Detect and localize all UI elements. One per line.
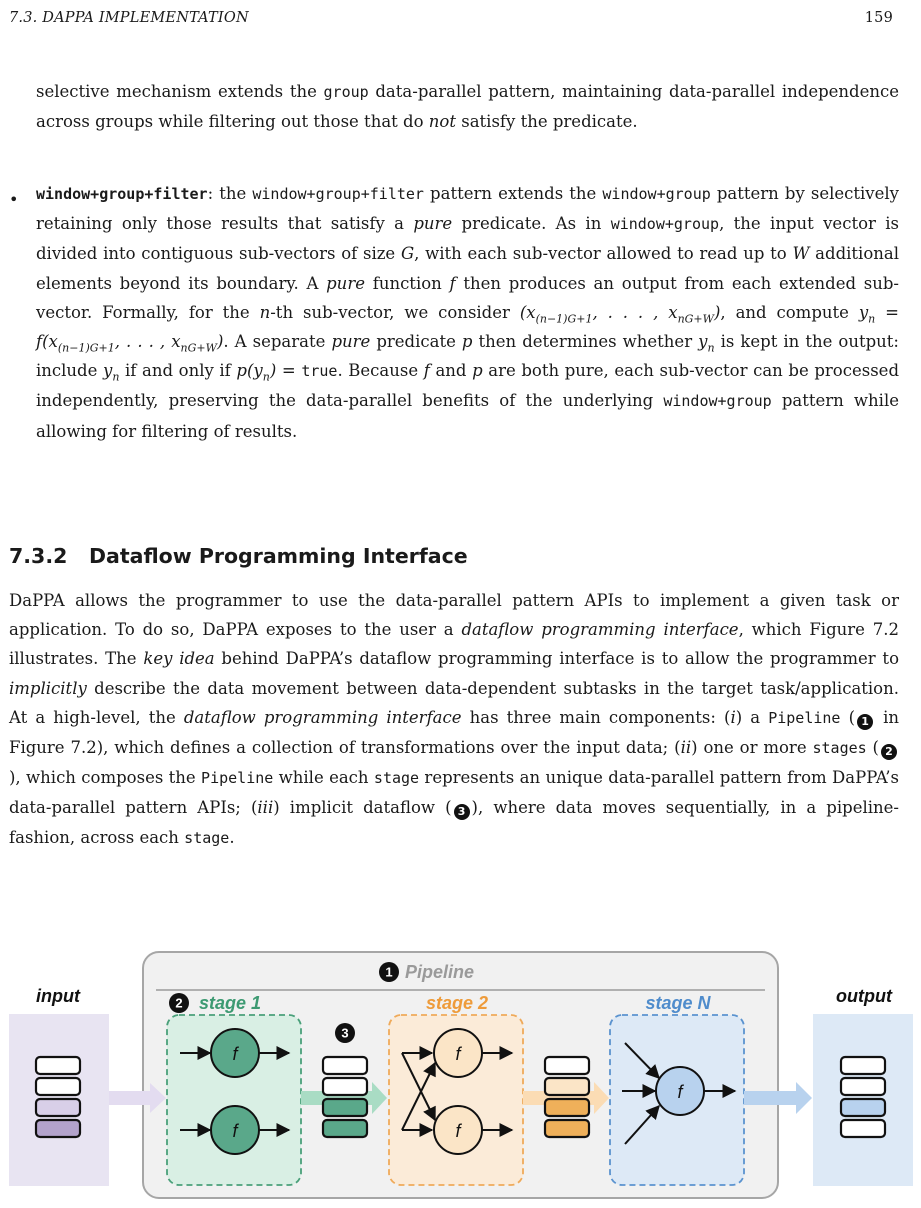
formula-predicate: $p(y_n)$ — [236, 361, 277, 384]
svg-text:f: f — [232, 1121, 238, 1141]
formula-subvector: ($x_{(n-1)G+1}$, . . . , $x_{nG+W}$) — [519, 302, 721, 326]
svg-text:f: f — [677, 1082, 683, 1102]
page-number: 159 — [864, 10, 893, 26]
section-number: 7.3.2 — [9, 544, 68, 568]
section-heading — [9, 544, 468, 568]
formula-yn: $y_n$ — [858, 302, 876, 326]
input-label: input — [36, 986, 80, 1006]
output-label: output — [836, 986, 892, 1006]
stage2-label: stage 2 — [425, 993, 489, 1013]
formula-f: $f(x_{(n-1)G+1}$, . . . , $x_{nG+W}$) — [36, 332, 224, 355]
stage1-label: stage 1 — [199, 993, 262, 1013]
svg-text:f: f — [455, 1121, 461, 1141]
bullet-marker: • — [9, 190, 19, 209]
term-window-group-filter: window+group+filter — [36, 185, 208, 203]
marker-2-icon: 2 — [881, 744, 897, 760]
svg-text:2: 2 — [175, 995, 183, 1011]
running-head-title: 7.3. DAPPA IMPLEMENTATION — [9, 10, 249, 26]
paragraph-window-group-filter: window+group+filter: the window+group+filter pattern extends the window+group pattern by selectively retaining only those results that satisfy a pure predicate. As in window+group, the input vector is divided into contiguous sub-vectors of size G, with each sub-vector allowed to read up to W additional elements beyond its boundary. A pure function f then produces an output from each extended sub-vector. Formally, for the n-th sub-vector, we consider ($x_{(n-1)G+1}$, . . . , $x_{nG+W}$), and compute $y_n = f(x_{(n-1)G+1}$, . . . , $x_{nG+W}$). A separate pure predicate p then determines whether $y_n$ is kept in the output: include $y_n$ if and only if $p(y_n)$ = true. Because f and p are both pure, each sub-vector can be processed independently, preserving the data-parallel benefits of the underlying window+group pattern while allowing for filtering of results. — [36, 184, 900, 441]
svg-text:1: 1 — [385, 964, 393, 980]
svg-text:f: f — [232, 1044, 238, 1064]
paragraph-dataflow-interface: DaPPA allows the programmer to use the data-parallel pattern APIs to implement a given task or application. To do so, DaPPA exposes to the user a dataflow programming interface, which Figure 7.2 illustrates. The key idea behind DaPPA’s dataflow programming interface is to allow the programmer to implicitly describe the data movement between data-dependent subtasks in the target task/application. At a high-level, the dataflow programming interface has three main components: (i) a Pipeline ( 1 in Figure 7.2), which defines a collection of transformations over the input data; (ii) one or more stages ( 2), which composes the Pipeline while each stage represents an unique data-parallel pattern from DaPPA’s data-parallel pattern APIs; (iii) implicit dataflow ( 3 ), where data moves sequentially, in a pipeline-fashion, across each stage. — [9, 591, 900, 847]
pipeline-label: Pipeline — [405, 962, 475, 982]
marker-1-icon: 1 — [857, 714, 873, 730]
running-head — [9, 10, 893, 30]
svg-text:3: 3 — [341, 1025, 349, 1041]
section-title: Dataflow Programming Interface — [89, 544, 468, 568]
stageN-label: stage N — [645, 993, 711, 1013]
pipeline-figure — [0, 948, 921, 1208]
marker-3-icon: 3 — [454, 804, 470, 820]
paragraph-group-filter: selective mechanism extends the group data-parallel pattern, maintaining data-parallel independence across groups while filtering out those that do not satisfy the predicate. — [36, 82, 899, 132]
svg-text:f: f — [455, 1044, 461, 1064]
